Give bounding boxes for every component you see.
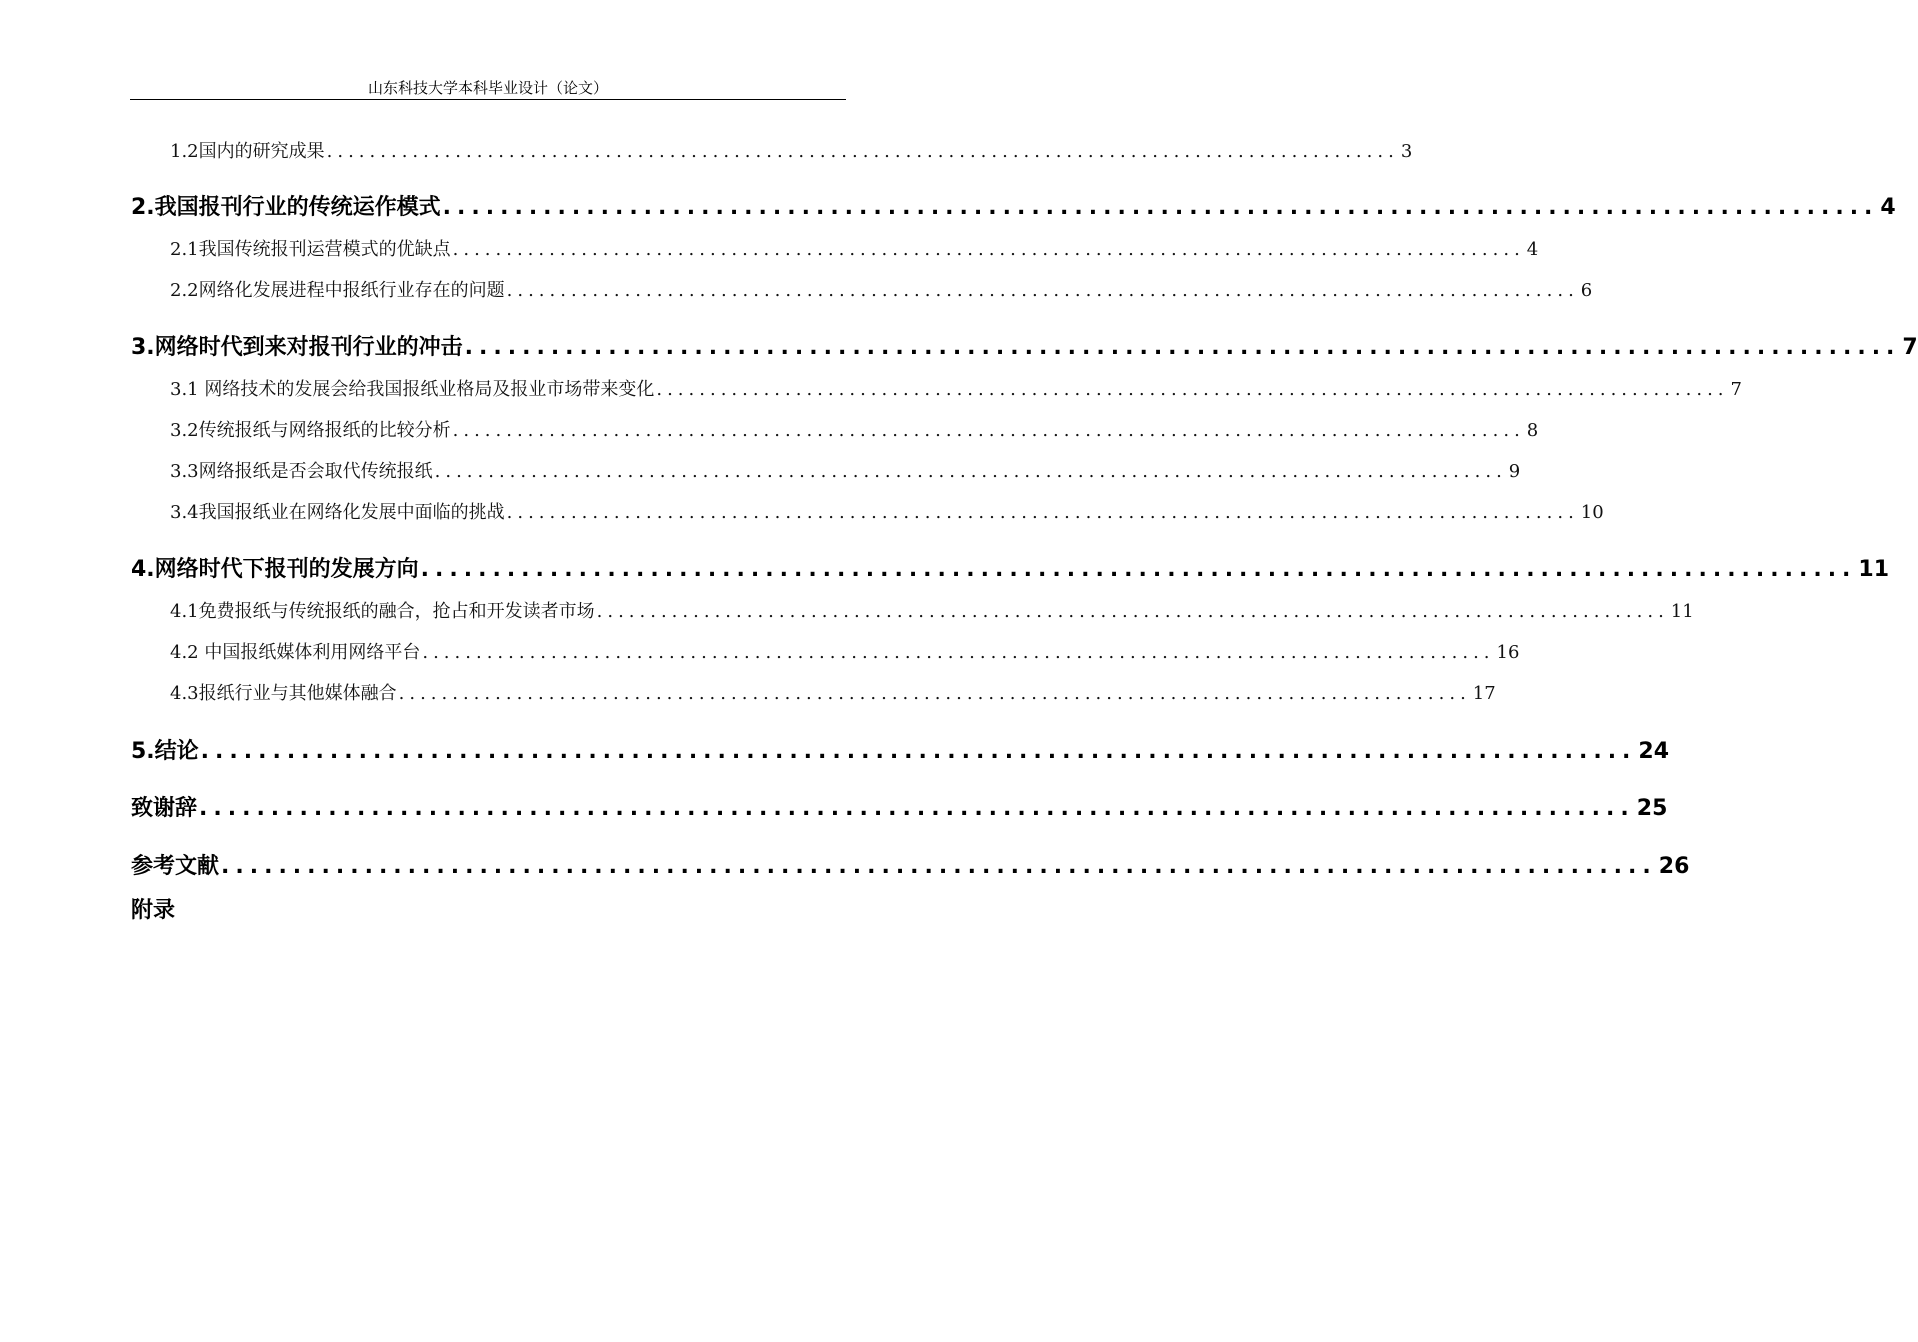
toc-entry-title: 4.3报纸行业与其他媒体融合 — [170, 683, 397, 704]
toc-entry-title: 3.2传统报纸与网络报纸的比较分析 — [170, 420, 451, 441]
dot-leader: .................................................................................................... — [464, 335, 1901, 360]
toc-entry-page: 11 — [1858, 557, 1890, 582]
toc-entry-page: 11 — [1670, 601, 1694, 622]
toc-entry-title: 2.2网络化发展进程中报纸行业存在的问题 — [170, 280, 505, 301]
toc-entry[interactable] — [131, 794, 1668, 824]
toc-entry-page: 26 — [1658, 854, 1690, 879]
toc-entry[interactable] — [170, 500, 1604, 526]
toc-entry-page: 25 — [1636, 796, 1668, 821]
toc-entry-title: 致谢辞 — [131, 796, 198, 821]
toc-entry[interactable] — [131, 555, 1890, 585]
toc-entry-page: 17 — [1472, 683, 1496, 704]
toc-entry[interactable] — [170, 377, 1742, 403]
dot-leader: .................................................................................................... — [506, 280, 1579, 301]
toc-entry[interactable] — [131, 193, 1896, 223]
toc-entry-page: 9 — [1508, 461, 1521, 482]
dot-leader: .................................................................................................... — [452, 239, 1525, 260]
toc-entry-page: 10 — [1580, 502, 1604, 523]
toc-entry-page: 7 — [1730, 379, 1742, 400]
toc-entry-title: 5.结论 — [131, 739, 199, 764]
toc-entry-title: 4.2 中国报纸媒体利用网络平台 — [170, 642, 421, 663]
dot-leader: .................................................................................................... — [221, 854, 1657, 879]
toc-entry-title: 3.4我国报纸业在网络化发展中面临的挑战 — [170, 502, 505, 523]
toc-entry[interactable] — [170, 139, 1413, 165]
toc-entry[interactable] — [170, 278, 1593, 304]
toc-entry[interactable] — [170, 459, 1521, 485]
toc-entry-title: 参考文献 — [131, 854, 220, 879]
toc-entry-title: 1.2国内的研究成果 — [170, 141, 325, 162]
toc-entry-page: 24 — [1638, 739, 1670, 764]
dot-leader: .................................................................................................... — [422, 642, 1495, 663]
toc-entry[interactable] — [170, 599, 1694, 625]
toc-entry-page: 16 — [1496, 642, 1520, 663]
dot-leader: .................................................................................................... — [452, 420, 1525, 441]
dot-leader: .................................................................................................... — [506, 502, 1579, 523]
dot-leader: .................................................................................................... — [434, 461, 1507, 482]
toc-entry-title: 4.网络时代下报刊的发展方向 — [131, 557, 419, 582]
header-rule — [130, 99, 846, 100]
toc-entry[interactable] — [131, 737, 1670, 767]
dot-leader: .................................................................................................... — [596, 601, 1669, 622]
toc-entry-title: 2.我国报刊行业的传统运作模式 — [131, 195, 441, 220]
dot-leader: .................................................................................................... — [656, 379, 1729, 400]
toc-entry-page: 7 — [1902, 335, 1918, 360]
page-header: 山东科技大学本科毕业设计（论文） — [367, 79, 608, 97]
toc-entry-title: 2.1我国传统报刊运营模式的优缺点 — [170, 239, 451, 260]
toc-entry[interactable] — [170, 237, 1539, 263]
toc-entry-title: 3.3网络报纸是否会取代传统报纸 — [170, 461, 433, 482]
toc-entry-page: 4 — [1526, 239, 1539, 260]
dot-leader: .................................................................................................... — [200, 739, 1637, 764]
toc-appendix[interactable]: 附录 — [131, 898, 176, 923]
toc-entry[interactable] — [170, 640, 1520, 666]
toc-entry[interactable] — [131, 333, 1918, 363]
toc-entry-title: 4.1免费报纸与传统报纸的融合，抢占和开发读者市场 — [170, 601, 595, 622]
dot-leader: .................................................................................................... — [326, 141, 1399, 162]
toc-entry[interactable] — [170, 681, 1496, 707]
toc-entry-page: 8 — [1526, 420, 1539, 441]
toc-entry[interactable] — [131, 852, 1690, 882]
dot-leader: .................................................................................................... — [442, 195, 1879, 220]
toc-entry-title: 3.1 网络技术的发展会给我国报纸业格局及报业市场带来变化 — [170, 379, 655, 400]
dot-leader: .................................................................................................... — [398, 683, 1471, 704]
toc-entry[interactable] — [170, 418, 1539, 444]
dot-leader: .................................................................................................... — [199, 796, 1635, 821]
toc-entry-page: 4 — [1880, 195, 1896, 220]
toc-entry-title: 3.网络时代到来对报刊行业的冲击 — [131, 335, 463, 360]
dot-leader: .................................................................................................... — [420, 557, 1857, 582]
toc-entry-page: 3 — [1400, 141, 1413, 162]
toc-entry-page: 6 — [1580, 280, 1593, 301]
